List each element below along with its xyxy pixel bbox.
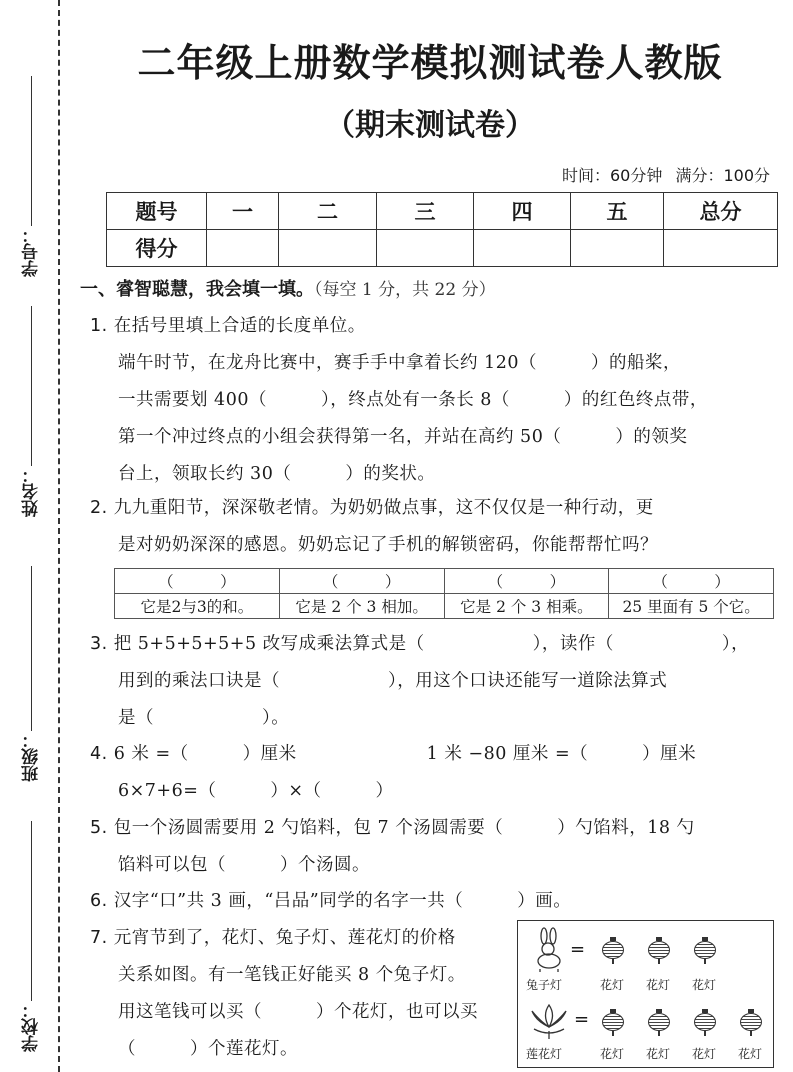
score-cell[interactable]	[377, 230, 474, 267]
question-3	[90, 626, 778, 737]
lotus-lantern-label: 莲花灯	[526, 1047, 563, 1061]
score-cell[interactable]	[571, 230, 664, 267]
question-number: 2.	[90, 498, 108, 518]
flower-lantern-icon	[602, 937, 624, 963]
lotus-lantern-icon	[528, 1001, 570, 1041]
school-label: 学校：	[21, 1001, 42, 1052]
question-number: 1.	[90, 316, 108, 336]
question-number: 3.	[90, 634, 108, 654]
exam-title: 二年级上册数学模拟测试卷人教版	[137, 41, 723, 85]
password-answer-cell[interactable]: （ ）	[444, 569, 609, 594]
flower-lantern-label: 花灯	[600, 978, 625, 992]
flower-lantern-label: 花灯	[600, 1047, 625, 1061]
equals-sign: =	[574, 1009, 590, 1030]
question-text: 元宵节到了，花灯、兔子灯、莲花灯的价格	[113, 928, 456, 948]
student-id-label: 学号：	[21, 226, 42, 277]
name-label: 姓名：	[21, 466, 42, 517]
question-4	[90, 736, 778, 810]
password-answer-cell[interactable]: （ ）	[115, 569, 280, 594]
flower-lantern-label: 花灯	[738, 1047, 763, 1061]
flower-lantern-icon	[740, 1009, 762, 1035]
full-score: 满分：100分	[675, 166, 770, 185]
time-limit: 时间：60分钟	[561, 166, 663, 185]
score-cell[interactable]	[664, 230, 778, 267]
flower-lantern-label: 花灯	[646, 1047, 671, 1061]
password-answer-cell[interactable]: （ ）	[609, 569, 774, 594]
question-5	[90, 810, 778, 884]
question-2	[90, 490, 778, 564]
flower-lantern-label: 花灯	[692, 1047, 717, 1061]
score-table	[106, 192, 778, 267]
rabbit-lantern-icon	[532, 927, 566, 973]
flower-lantern-label: 花灯	[646, 978, 671, 992]
score-header-cell: 总分	[664, 193, 778, 230]
score-header-cell: 二	[279, 193, 377, 230]
score-header-cell: 三	[377, 193, 474, 230]
question-text: 包一个汤圆需要用 2 勺馅料，包 7 个汤圆需要（ ）勺馅料，18 勺	[113, 818, 695, 838]
question-text: 关系如图。有一笔钱正好能买 8 个兔子灯。	[118, 965, 466, 985]
name-blank[interactable]	[31, 306, 32, 466]
class-label: 班级：	[21, 731, 42, 782]
question-text: 在括号里填上合适的长度单位。	[113, 316, 366, 336]
score-cell[interactable]	[474, 230, 571, 267]
score-header-cell: 四	[474, 193, 571, 230]
password-answer-cell[interactable]: （ ）	[279, 569, 444, 594]
question-text: 是（ ）。	[118, 708, 290, 728]
password-clue-cell: 它是 2 个 3 相乘。	[444, 594, 609, 619]
question-number: 4.	[90, 744, 108, 764]
question-text: 馅料可以包（ ）个汤圆。	[118, 855, 370, 875]
question-text: 1 米 −80 厘米 =（ ）厘米	[426, 744, 697, 764]
score-cell[interactable]	[207, 230, 279, 267]
flower-lantern-icon	[694, 937, 716, 963]
question-text: 6×7+6=（ ）×（ ）	[118, 781, 394, 801]
flower-lantern-label: 花灯	[692, 978, 717, 992]
question-1	[90, 308, 778, 493]
flower-lantern-icon	[602, 1009, 624, 1035]
flower-lantern-icon	[648, 937, 670, 963]
score-header-cell: 一	[207, 193, 279, 230]
score-header-row	[107, 193, 778, 230]
score-header-cell: 五	[571, 193, 664, 230]
class-field	[18, 560, 44, 782]
school-blank[interactable]	[31, 821, 32, 1001]
question-text: 第一个冲过终点的小组会获得第一名，并站在高约 50（ ）的领奖	[118, 427, 688, 447]
question-text: 把 5+5+5+5+5 改写成乘法算式是（ ），读作（ ），	[113, 634, 750, 654]
school-field	[18, 815, 44, 1052]
section-1-title: 一、睿智聪慧，我会填一填。	[80, 279, 314, 300]
student-id-blank[interactable]	[31, 76, 32, 226]
exam-meta	[554, 163, 770, 186]
score-cell[interactable]	[279, 230, 377, 267]
password-clue-cell: 它是2与3的和。	[115, 594, 280, 619]
score-row-label: 得分	[107, 230, 207, 267]
question-text: 是对奶奶深深的感恩。奶奶忘记了手机的解锁密码，你能帮帮忙吗？	[118, 535, 658, 555]
lantern-price-figure	[517, 920, 774, 1068]
equals-sign: =	[570, 939, 586, 960]
password-table	[114, 568, 774, 619]
question-text: 用到的乘法口诀是（ ），用这个口诀还能写一道除法算式	[118, 671, 668, 691]
question-6	[90, 883, 778, 920]
binding-dashed-line	[58, 0, 60, 1072]
rabbit-lantern-label: 兔子灯	[526, 978, 563, 992]
question-text: 用这笔钱可以买（ ）个花灯，也可以买	[118, 1002, 478, 1022]
score-header-cell: 题号	[107, 193, 207, 230]
question-text: 一共需要划 400（ ），终点处有一条长 8（ ）的红色终点带，	[118, 390, 708, 410]
question-7	[90, 920, 520, 1068]
flower-lantern-icon	[648, 1009, 670, 1035]
question-number: 6.	[90, 891, 108, 911]
question-text: 端午时节，在龙舟比赛中，赛手手中拿着长约 120（ ）的船桨，	[118, 353, 681, 373]
question-text: （ ）个莲花灯。	[118, 1039, 298, 1059]
student-id-field	[18, 70, 44, 277]
password-clue-cell: 它是 2 个 3 相加。	[279, 594, 444, 619]
flower-lantern-icon	[694, 1009, 716, 1035]
question-text: 台上，领取长约 30（ ）的奖状。	[118, 464, 436, 484]
class-blank[interactable]	[31, 566, 32, 731]
question-number: 7.	[90, 928, 108, 948]
password-clue-cell: 25 里面有 5 个它。	[609, 594, 774, 619]
question-number: 5.	[90, 818, 108, 838]
name-field	[18, 300, 44, 517]
section-1-heading	[80, 275, 496, 301]
question-text: 汉字“口”共 3 画，“吕品”同学的名字一共（ ）画。	[113, 891, 572, 911]
score-value-row	[107, 230, 778, 267]
exam-subtitle: （期末测试卷）	[325, 108, 535, 143]
section-1-note: （每空 1 分，共 22 分）	[314, 280, 496, 300]
question-text: 九九重阳节，深深敬老情。为奶奶做点事，这不仅仅是一种行动，更	[113, 498, 654, 518]
question-text: 6 米 =（ ）厘米	[113, 744, 297, 764]
